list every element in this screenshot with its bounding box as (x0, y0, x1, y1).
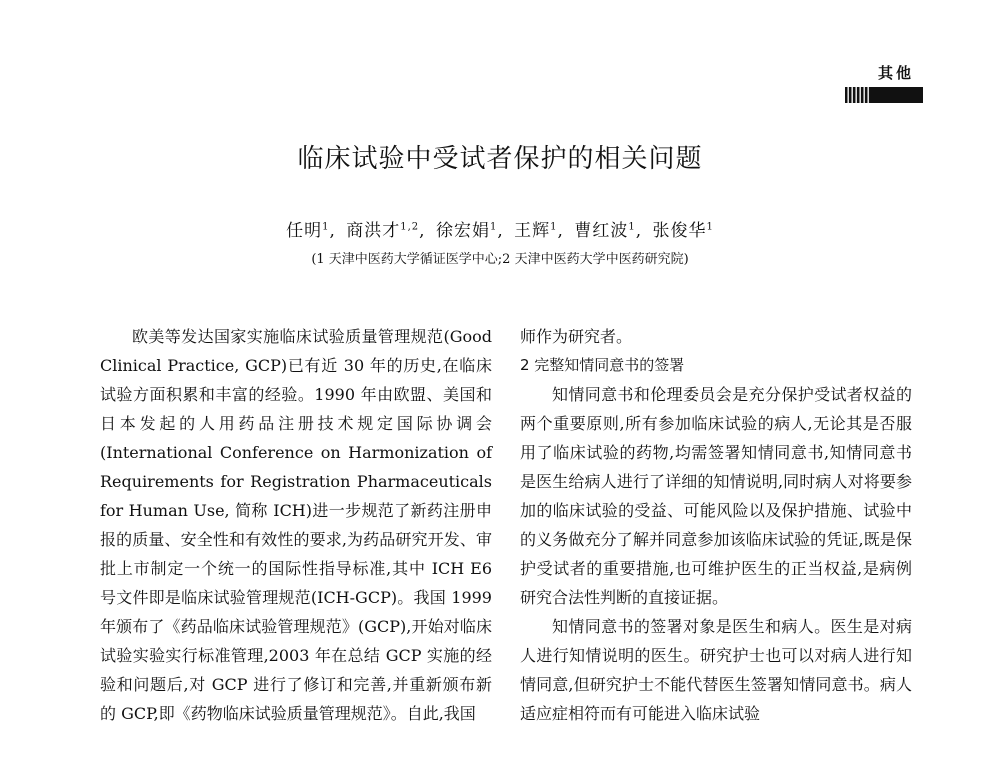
author-name: 王辉 (514, 221, 551, 241)
body-paragraph: 知情同意书的签署对象是医生和病人。医生是对病人进行知情说明的医生。研究护士也可以对病人进行知情同意,但研究护士不能代替医生签署知情同意书。病人适应症相符而有可能进入临床试验 (520, 617, 912, 723)
author-name: 商洪才 (346, 221, 401, 241)
affiliation-line: (1 天津中医药大学循证医学中心;2 天津中医药大学中医药研究院) (311, 252, 689, 267)
author-list (0, 216, 1000, 241)
header-decoration-bar (845, 87, 923, 103)
bar-texture (845, 87, 871, 103)
body-paragraph: 欧美等发达国家实施临床试验质量管理规范(Good Clinical Practice, GCP)已有近 30 年的历史,在临床试验方面积累和丰富的经验。1990 年由欧盟、美国和日本发起的人用药品注册技术规定国际协调会 (International Conference on Harmonization of Requirements for Registration Pharmaceuticals for Human Use, 简称 ICH)进一步规范了新药注册申报的质量、安全性和有效性的要求,为药品研究开发、审批上市制定一个统一的国际性指导标准,其中 ICH E6 号文件即是临床试验管理规范(ICH-GCP)。我国 1999 年颁布了《药品临床试验管理规范》(GCP),开始对临床试验实验实行标准管理,2003 年在总结 GCP 实施的经验和问题后,对 GCP 进行了修订和完善,并重新颁布新的 GCP,即《药物临床试验质量管理规范》。自此,我国 (100, 327, 492, 723)
author-name: 张俊华 (652, 221, 707, 241)
author-name: 任明 (286, 221, 323, 241)
author-name: 曹红波 (574, 221, 629, 241)
author-affiliation-mark: 1 (628, 221, 636, 233)
author-affiliation-mark: 1 (489, 221, 498, 233)
author: 徐宏娟$^1$, (435, 221, 504, 241)
author-affiliation-mark: 1,2 (400, 221, 420, 233)
right-column (520, 322, 912, 728)
author: 王辉$^1$, (514, 221, 564, 241)
author-affiliation-mark: 1 (706, 221, 714, 233)
author-affiliation-mark: 1 (550, 221, 558, 233)
body-paragraph-continued: 师作为研究者。 (520, 327, 633, 346)
author: 任明$^1$, (286, 221, 336, 241)
author: 商洪才$^{1,2}$, (346, 221, 426, 241)
section-tag: 其他 (878, 64, 915, 82)
author-affiliation-mark: 1 (322, 221, 330, 233)
paper-title: 临床试验中受试者保护的相关问题 (297, 144, 703, 174)
author-name: 徐宏娟 (435, 221, 490, 241)
left-column (100, 322, 492, 728)
section-heading: 2 完整知情同意书的签署 (520, 356, 685, 374)
author (653, 221, 714, 241)
body-paragraph: 知情同意书和伦理委员会是充分保护受试者权益的两个重要原则,所有参加临床试验的病人,无论其是否服用了临床试验的药物,均需签署知情同意书,知情同意书是医生给病人进行了详细的知情说明,同时病人对将要参加的临床试验的受益、可能风险以及保护措施、试验中的义务做充分了解并同意参加该临床试验的凭证,既是保护受试者的重要措施,也可维护医生的正当权益,是病例研究合法性判断的直接证据。 (520, 385, 912, 607)
author: 曹红波$^1$, (574, 221, 643, 241)
